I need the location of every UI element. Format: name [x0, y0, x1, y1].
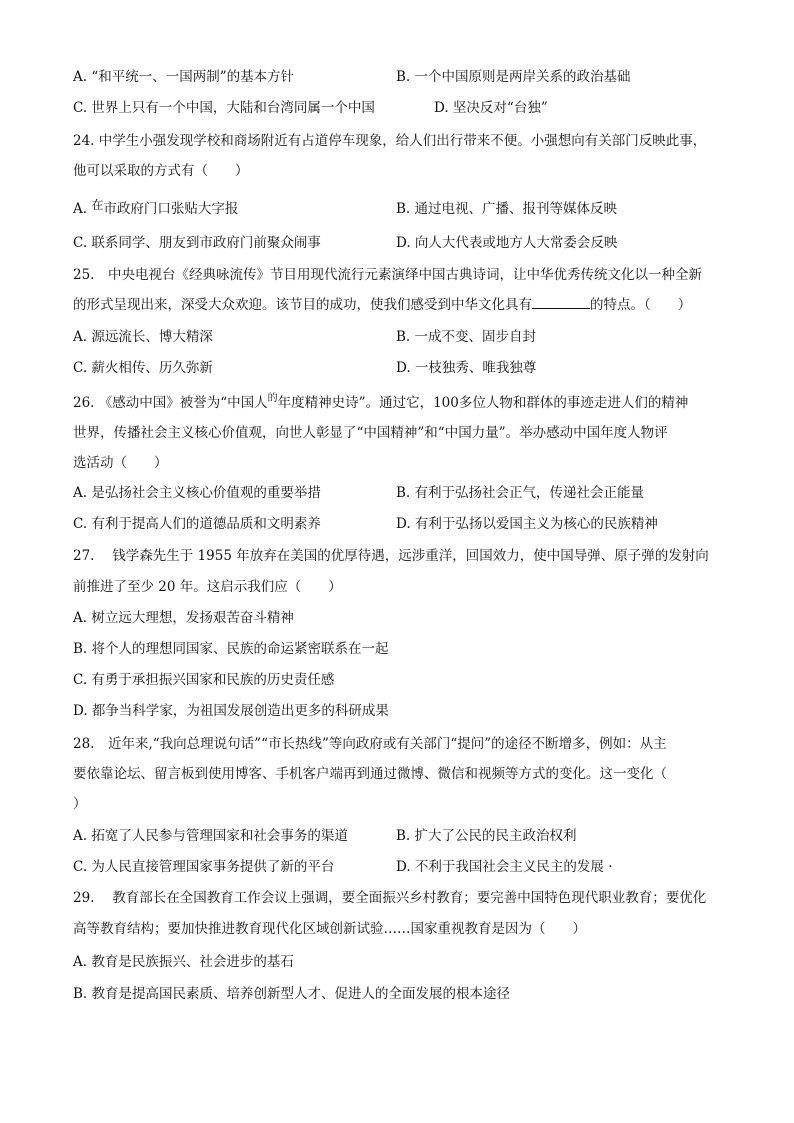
q26-option-a: A. 是弘扬社会主义核心价值观的重要举措 [73, 485, 321, 501]
q28-stem-line1: 28. 近年来,“我向总理说句话”“市长热线”等向政府或有关部门“提问”的途径不断增多，例如：从主 [73, 736, 667, 752]
q28-option-c: C. 为人民直接管理国家事务提供了新的平台 [73, 859, 335, 875]
q26-option-c: C. 有利于提高人们的道德品质和文明素养 [73, 516, 321, 532]
q26-option-b: B. 有利于弘扬社会正气，传递社会正能量 [396, 485, 645, 501]
q29-option-a: A. 教育是民族振兴、社会进步的基石 [73, 954, 294, 970]
q27-option-d: D. 都争当科学家，为祖国发展创造出更多的科研成果 [73, 703, 389, 719]
q23-option-c: C. 世界上只有一个中国，大陆和台湾同属一个中国 [73, 100, 375, 116]
q25-stem-line2-a: 的形式呈现出来，深受大众欢迎。该节目的成功，使我们感受到中华文化具有 [73, 297, 532, 313]
q27-option-a: A. 树立远大理想，发扬艰苦奋斗精神 [73, 610, 294, 626]
q23-option-d: D. 坚决反对“台独” [434, 100, 548, 116]
q24-stem-line1: 24. 中学生小强发现学校和商场附近有占道停车现象，给人们出行带来不便。小强想向有关部门反映此事， [73, 133, 707, 149]
q29-stem-line2: 高等教育结构；要加快推进教育现代化区域创新试验……国家重视教育是因为（ ） [73, 921, 586, 937]
q24-option-a-prefix: A. [73, 201, 92, 217]
q28-stem-line3: ） [73, 796, 87, 812]
q26-stem-line1-b: 年度精神史诗”。通过它，100多位人物和群体的事迹走进人们的精神 [277, 395, 689, 411]
q25-stem-line1: 25. 中央电视台《经典咏流传》节目用现代流行元素演绎中国古典诗词，让中华优秀传统文化以一种全新 [73, 267, 702, 283]
q26-option-d: D. 有利于弘扬以爱国主义为核心的民族精神 [396, 516, 658, 532]
q23-option-a: A. “和平统一、一国两制”的基本方针 [73, 69, 295, 85]
q27-stem-line2: 前推进了至少 20 年。这启示我们应（ ） [73, 579, 342, 595]
q27-option-b: B. 将个人的理想同国家、民族的命运紧密联系在一起 [73, 641, 389, 657]
answer-blank [532, 296, 590, 309]
q27-stem-line1: 27. 钱学森先生于 1955 年放弃在美国的优厚待遇，远涉重洋，回国效力，使中国导弹、原子弹的发射向 [73, 548, 709, 564]
q26-stem-line3: 选活动（ ） [73, 455, 168, 471]
q26-stem-line2: 世界，传播社会主义核心价值观，向世人彰显了“中国精神”和“中国力量”。举办感动中国年度人物评 [73, 425, 668, 441]
q24-option-b: B. 通过电视、广播、报刊等媒体反映 [396, 201, 618, 217]
q25-stem-line2-b: 的特点。（ ） [590, 297, 692, 313]
q25-option-b: B. 一成不变、固步自封 [396, 329, 537, 345]
q28-option-d: D. 不利于我国社会主义民主的发展 · [396, 859, 613, 875]
q28-option-b: B. 扩大了公民的民主政治权利 [396, 828, 577, 844]
q24-option-a-mark: 在 [91, 198, 104, 212]
q25-option-c: C. 薪火相传、历久弥新 [73, 360, 213, 376]
q24-option-a [73, 200, 238, 218]
q26-stem-line1-sup: 的 [267, 393, 278, 404]
q29-stem-line1: 29. 教育部长在全国教育工作会议上强调，要全面振兴乡村教育；要完善中国特色现代职业教育；要优化 [73, 890, 707, 906]
q26-stem-line1 [73, 394, 688, 414]
q28-stem-line2: 要依靠论坛、留言板到使用博客、手机客户端再到通过微博、微信和视频等方式的变化。这一变化（ [73, 766, 667, 782]
q25-option-a: A. 源远流长、博大精深 [73, 329, 213, 345]
q24-stem-line2: 他可以采取的方式有（ ） [73, 163, 249, 179]
q26-stem-line1-a: 26. 《感动中国》被誉为“中国人 [73, 395, 268, 411]
q24-option-a-text: 市政府门口张贴大字报 [103, 201, 239, 217]
q25-stem-line2 [73, 296, 691, 314]
q23-option-b: B. 一个中国原则是两岸关系的政治基础 [396, 69, 631, 85]
q28-option-a: A. 拓宽了人民参与管理国家和社会事务的渠道 [73, 828, 348, 844]
q27-option-c: C. 有勇于承担振兴国家和民族的历史责任感 [73, 672, 335, 688]
q24-option-d: D. 向人大代表或地方人大常委会反映 [396, 235, 618, 251]
q29-option-b: B. 教育是提高国民素质、培养创新型人才、促进人的全面发展的根本途径 [73, 986, 511, 1002]
q24-option-c: C. 联系同学、朋友到市政府门前聚众闹事 [73, 235, 321, 251]
q25-option-d: D. 一枝独秀、唯我独尊 [396, 360, 537, 376]
